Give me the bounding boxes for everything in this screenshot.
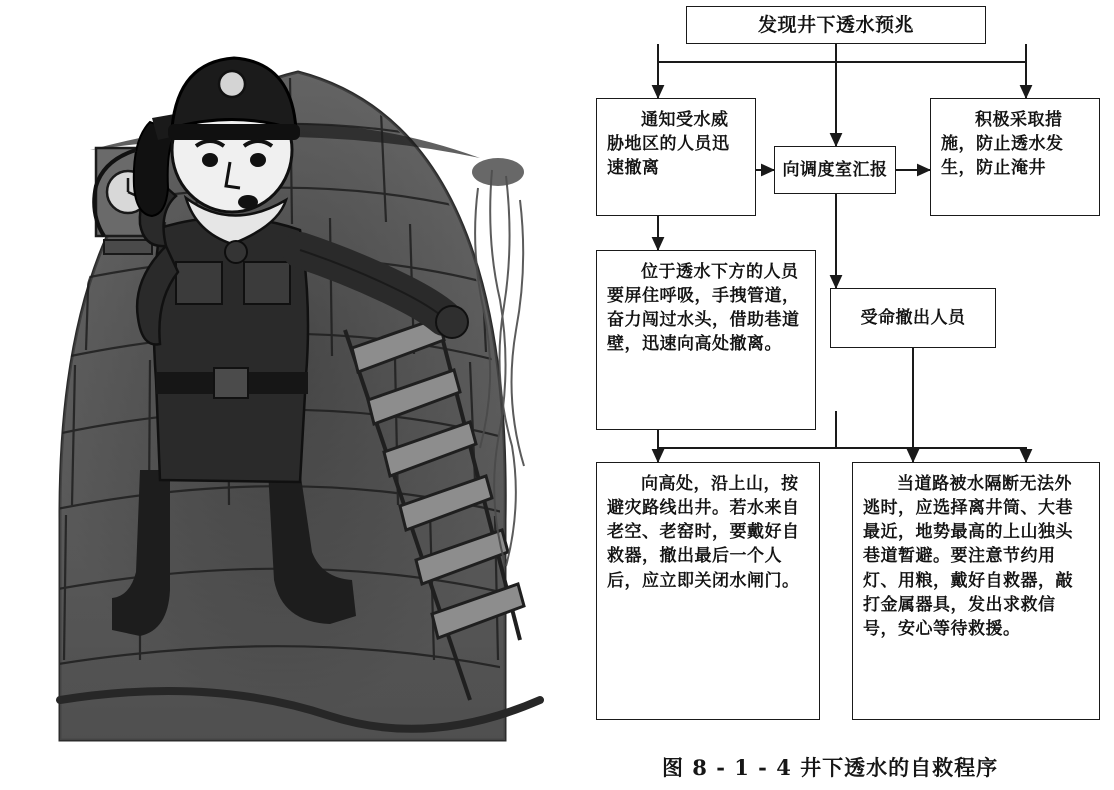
flow-node-n4 [930, 98, 1100, 216]
flow-node-n1 [686, 6, 986, 44]
flow-node-n5-label: 位于透水下方的人员要屏住呼吸，手拽管道，奋力闯过水头，借助巷道壁，迅速向高处撤离。 [607, 262, 800, 355]
flow-node-n1-label: 发现井下透水预兆 [757, 13, 914, 36]
flow-node-n6 [830, 288, 996, 348]
flow-node-n7-label: 向高处，沿上山，按避灾路线出井。若水来自老空、老窑时，要戴好自救器，撤出最后一个人后，应立即关闭水闸门。 [607, 474, 800, 591]
flow-node-n5 [596, 250, 816, 430]
flow-node-n8-label: 当道路被水隔断无法外逃时，应选择离井筒、大巷最近，地势最高的上山独头巷道暂避。要注意节约用灯、用粮，戴好自救器，敲打金属器具，发出求救信号，安心等待救援。 [863, 474, 1073, 639]
flow-node-n4-label: 积极采取措施，防止透水发生，防止淹井 [941, 110, 1064, 179]
flow-node-n2 [596, 98, 756, 216]
flow-node-n2-label: 通知受水威胁地区的人员迅速撤离 [607, 110, 730, 179]
flow-node-n3 [774, 146, 896, 194]
flowchart-panel [578, 0, 1114, 790]
flow-node-n6-label: 受命撤出人员 [860, 307, 966, 328]
flow-node-n7 [596, 462, 820, 720]
flow-node-n3-label: 向调度室汇报 [782, 159, 888, 180]
figure-caption: 图 8 - 1 - 4 井下透水的自救程序 [662, 755, 999, 780]
flow-node-n8 [852, 462, 1100, 720]
